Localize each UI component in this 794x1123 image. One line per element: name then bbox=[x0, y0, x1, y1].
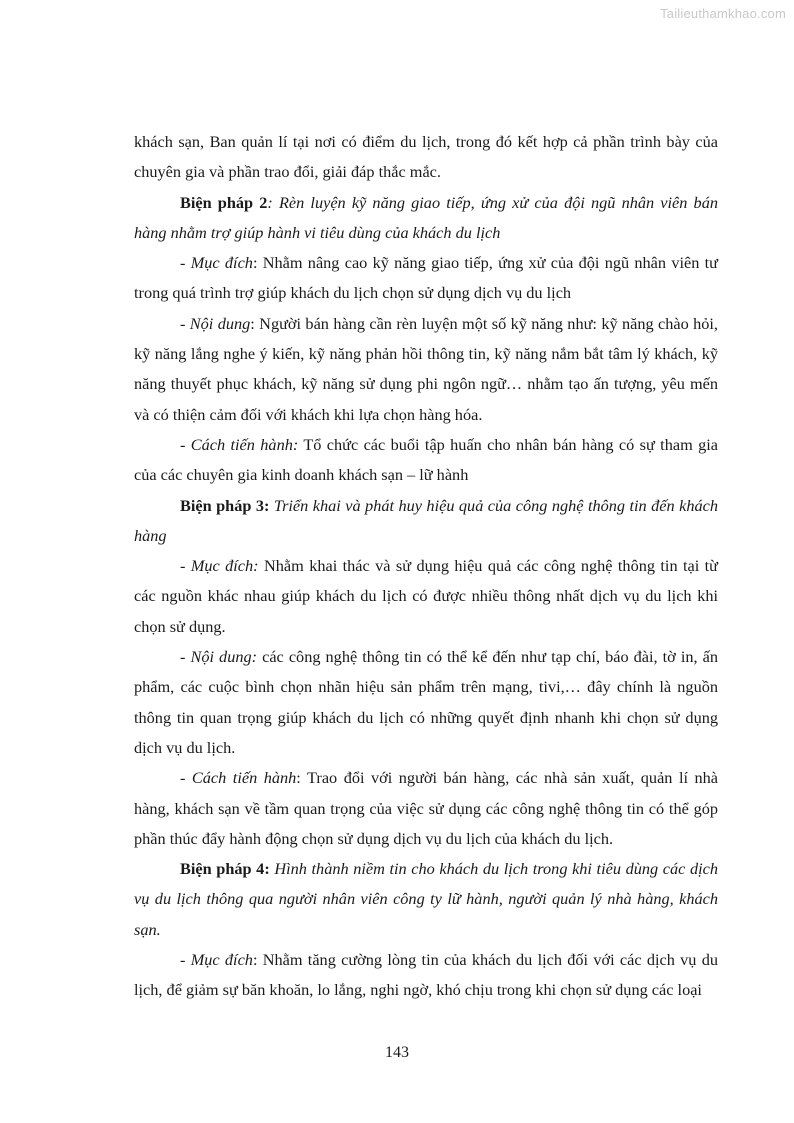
paragraph-purpose bbox=[134, 945, 718, 1006]
paragraph-measure-3-heading bbox=[134, 491, 718, 552]
paragraph-method bbox=[134, 763, 718, 854]
measure-label: Biện pháp 3: bbox=[180, 495, 270, 515]
paragraph-method bbox=[134, 430, 718, 491]
measure-label: Biện pháp 2 bbox=[180, 192, 268, 212]
measure-title: Hình thành niềm tin cho khách du lịch trong khi tiêu dùng các dịch vụ du lịch thông qua người nhân viên công ty lữ hành, người quản lý nhà hàng, khách sạn. bbox=[134, 859, 718, 939]
paragraph-content bbox=[134, 642, 718, 763]
item-label: - Nội dung: bbox=[180, 647, 258, 667]
item-label: - Mục đích: bbox=[180, 556, 259, 576]
paragraph-continuation: khách sạn, Ban quản lí tại nơi có điểm du lịch, trong đó kết hợp cả phần trình bày của chuyên gia và phần trao đổi, giải đáp thắc mắc. bbox=[134, 132, 718, 182]
watermark: Tailieuthamkhao.com bbox=[660, 6, 786, 21]
document-body bbox=[134, 127, 718, 1006]
paragraph-measure-4-heading bbox=[134, 854, 718, 945]
item-label: - Nội dung bbox=[180, 313, 251, 333]
item-label: - Cách tiến hành: bbox=[180, 434, 299, 454]
paragraph-purpose bbox=[134, 248, 718, 309]
item-text: các công nghệ thông tin có thể kể đến như tạp chí, báo đài, tờ in, ấn phẩm, các cuộc bình chọn nhãn hiệu sản phẩm trên mạng, tivi,… đây chính là nguồn thông tin quan trọng giúp khách du lịch có những quyết định nhanh khi chọn sử dụng dịch vụ du lịch. bbox=[134, 647, 718, 757]
measure-title: : Rèn luyện kỹ năng giao tiếp, ứng xử của đội ngũ nhân viên bán hàng nhằm trợ giúp hành vi tiêu dùng của khách du lịch bbox=[134, 192, 718, 242]
measure-title: Triển khai và phát huy hiệu quả của công nghệ thông tin đến khách hàng bbox=[134, 495, 718, 545]
item-label: - Mục đích bbox=[180, 253, 253, 273]
item-text: : Trao đổi với người bán hàng, các nhà sản xuất, quản lí nhà hàng, khách sạn về tầm quan trọng của việc sử dụng các công nghệ thông tin có thể góp phần thúc đẩy hành động chọn sử dụng dịch vụ du lịch của khách du lịch. bbox=[134, 768, 719, 848]
measure-label: Biện pháp 4: bbox=[180, 859, 270, 879]
paragraph-purpose bbox=[134, 551, 718, 642]
item-text: : Nhằm tăng cường lòng tin của khách du lịch đối với các dịch vụ du lịch, để giảm sự băn khoăn, lo lắng, nghi ngờ, khó chịu trong khi chọn sử dụng các loại bbox=[134, 950, 718, 1000]
item-text: : Người bán hàng cần rèn luyện một số kỹ năng như: kỹ năng chào hỏi, kỹ năng lắng nghe ý kiến, kỹ năng phản hồi thông tin, kỹ năng nắm bắt tâm lý khách, kỹ năng thuyết phục khách, kỹ năng sử dụng phi ngôn ngữ… nhằm tạo ấn tượng, yêu mến và có thiện cảm đối với khách khi lựa chọn hàng hóa. bbox=[134, 313, 719, 424]
paragraph-content bbox=[134, 309, 718, 430]
item-text: Tổ chức các buổi tập huấn cho nhân bán hàng có sự tham gia của các chuyên gia kinh doanh khách sạn – lữ hành bbox=[134, 434, 718, 485]
item-label: - Cách tiến hành bbox=[180, 768, 297, 788]
paragraph-measure-2-heading bbox=[134, 188, 718, 249]
item-label: - Mục đích bbox=[180, 950, 253, 970]
page-number: 143 bbox=[385, 1044, 409, 1061]
item-text: : Nhằm nâng cao kỹ năng giao tiếp, ứng xử của đội ngũ nhân viên tư trong quá trình trợ giúp khách du lịch chọn sử dụng dịch vụ du lịch bbox=[134, 253, 718, 303]
item-text: Nhằm khai thác và sử dụng hiệu quả các công nghệ thông tin tại từ các nguồn khác nhau giúp khách du lịch có được nhiều thông nhất dịch vụ du lịch khi chọn sử dụng. bbox=[134, 556, 718, 636]
